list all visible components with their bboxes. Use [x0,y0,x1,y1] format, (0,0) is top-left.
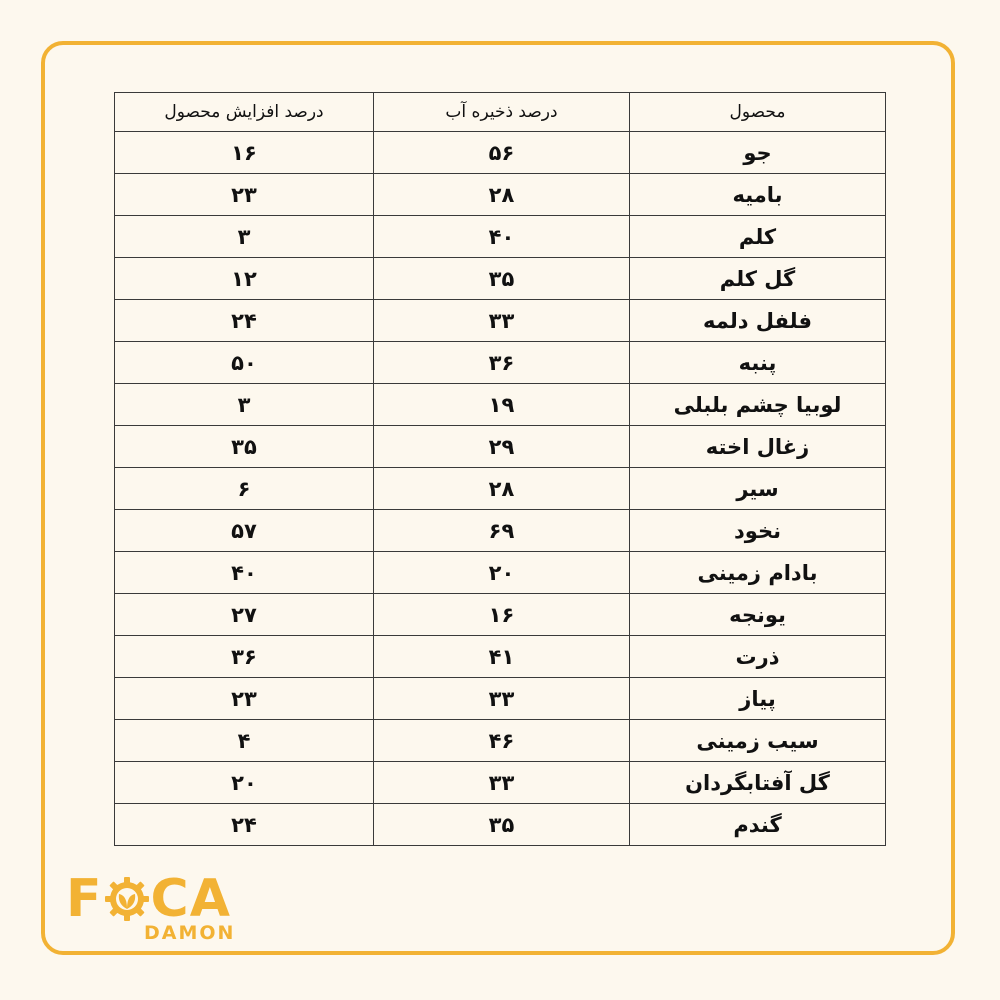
cell-crop: زغال اخته [630,426,886,468]
cell-crop: نخود [630,510,886,552]
cell-water-saving: ۳۳ [374,762,630,804]
cell-yield-increase: ۱۶ [115,132,374,174]
logo-letter-f: F [66,869,103,929]
cell-yield-increase: ۲۰ [115,762,374,804]
cell-yield-increase: ۳ [115,384,374,426]
cell-water-saving: ۱۶ [374,594,630,636]
cell-water-saving: ۶۹ [374,510,630,552]
cell-crop: گل کلم [630,258,886,300]
cell-water-saving: ۲۸ [374,174,630,216]
cell-crop: یونجه [630,594,886,636]
cell-yield-increase: ۲۳ [115,174,374,216]
cell-water-saving: ۴۱ [374,636,630,678]
cell-water-saving: ۱۹ [374,384,630,426]
cell-water-saving: ۲۹ [374,426,630,468]
table-body [115,132,886,846]
table-row [115,426,886,468]
cell-water-saving: ۴۶ [374,720,630,762]
cell-water-saving: ۲۸ [374,468,630,510]
cell-crop: گل آفتابگردان [630,762,886,804]
table-row [115,594,886,636]
cell-crop: پنبه [630,342,886,384]
cell-crop: بادام زمینی [630,552,886,594]
cell-water-saving: ۲۰ [374,552,630,594]
cell-water-saving: ۳۶ [374,342,630,384]
cell-crop: سیر [630,468,886,510]
cell-water-saving: ۳۳ [374,678,630,720]
cell-yield-increase: ۲۴ [115,300,374,342]
table-row [115,636,886,678]
cell-yield-increase: ۵۷ [115,510,374,552]
cell-water-saving: ۴۰ [374,216,630,258]
table-row [115,258,886,300]
table-header-row [115,93,886,132]
cell-yield-increase: ۳۶ [115,636,374,678]
table-row [115,216,886,258]
header-water-saving: درصد ذخیره آب [374,93,630,132]
logo-subtitle: DAMON [144,922,236,944]
cell-crop: کلم [630,216,886,258]
table-row [115,468,886,510]
cell-yield-increase: ۲۳ [115,678,374,720]
table-row [115,132,886,174]
cell-water-saving: ۳۵ [374,258,630,300]
table-row [115,300,886,342]
cell-crop: گندم [630,804,886,846]
cell-crop: پیاز [630,678,886,720]
cell-yield-increase: ۲۴ [115,804,374,846]
table-row [115,384,886,426]
cell-yield-increase: ۴۰ [115,552,374,594]
crop-water-table [114,92,886,846]
header-yield-increase: درصد افزایش محصول [115,93,374,132]
foca-damon-logo [66,869,266,944]
cell-crop: لوبیا چشم بلبلی [630,384,886,426]
cell-crop: ذرت [630,636,886,678]
cell-crop: جو [630,132,886,174]
header-crop: محصول [630,93,886,132]
logo-letters-ca: CA [150,869,231,929]
table-row [115,678,886,720]
cell-water-saving: ۳۳ [374,300,630,342]
cell-yield-increase: ۲۷ [115,594,374,636]
table-row [115,804,886,846]
table-row [115,510,886,552]
gear-leaf-icon [104,876,150,922]
cell-yield-increase: ۳۵ [115,426,374,468]
cell-water-saving: ۳۵ [374,804,630,846]
cell-crop: فلفل دلمه [630,300,886,342]
table-row [115,342,886,384]
table-row [115,174,886,216]
cell-yield-increase: ۶ [115,468,374,510]
table-row [115,762,886,804]
cell-water-saving: ۵۶ [374,132,630,174]
table-row [115,552,886,594]
table-row [115,720,886,762]
cell-yield-increase: ۱۲ [115,258,374,300]
cell-crop: بامیه [630,174,886,216]
cell-crop: سیب زمینی [630,720,886,762]
logo-wordmark [66,869,231,929]
cell-yield-increase: ۳ [115,216,374,258]
cell-yield-increase: ۵۰ [115,342,374,384]
cell-yield-increase: ۴ [115,720,374,762]
